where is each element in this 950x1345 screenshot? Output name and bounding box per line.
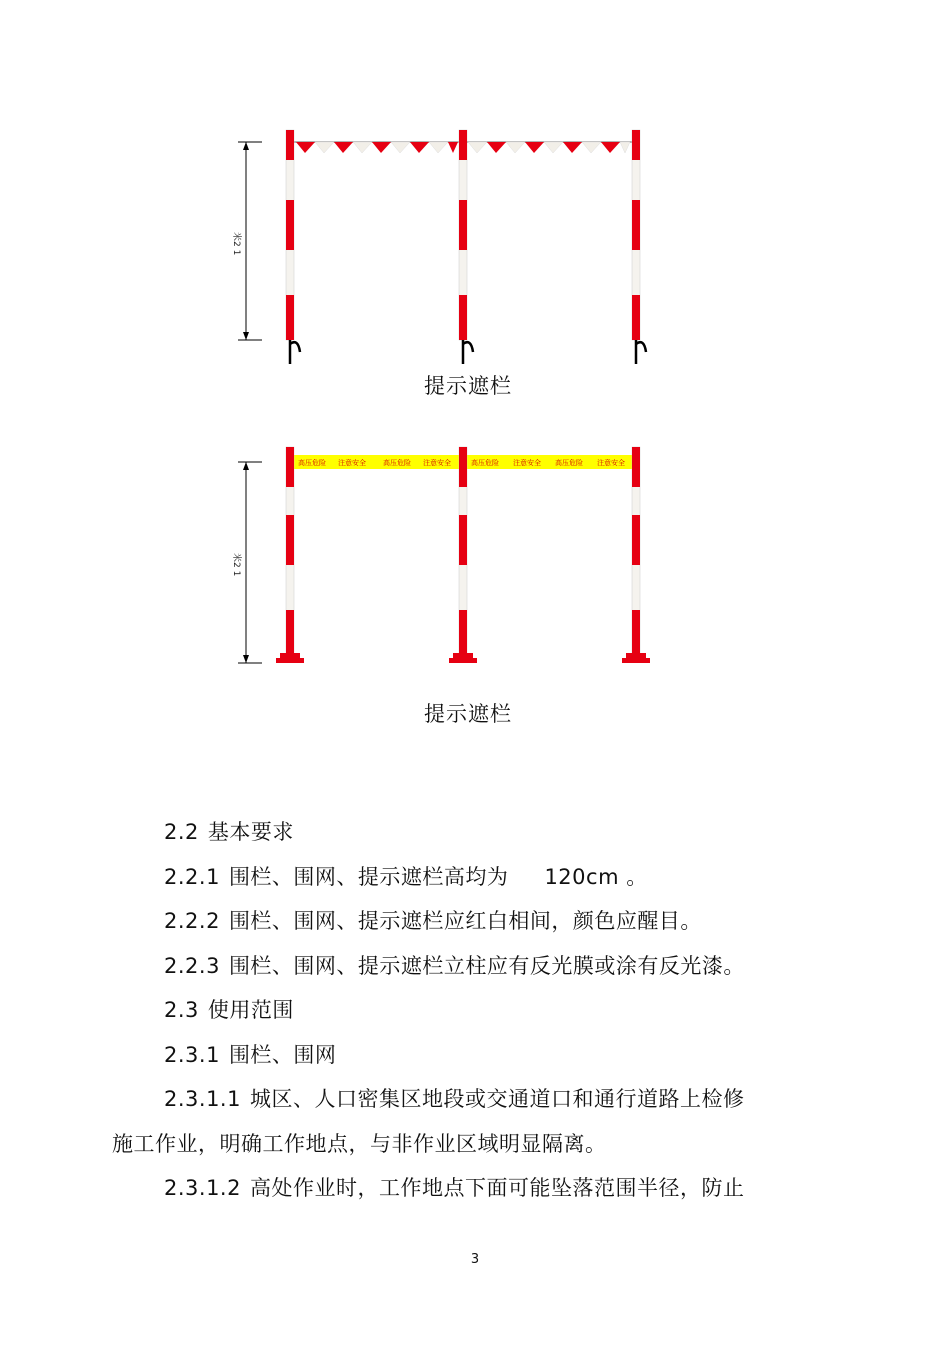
section-number: 2.3.1.2 [164, 1176, 241, 1200]
tape-label: 高压危险 [555, 459, 583, 467]
section-text: 围栏、围网、提示遮栏应红白相间，颜色应醒目。 [228, 909, 702, 933]
tape-label: 高压危险 [471, 459, 499, 467]
post-middle [459, 130, 473, 364]
section-text: 城区、人口密集区地段或交通道口和通行道路上检修 [249, 1087, 745, 1111]
document-body [112, 810, 792, 1211]
tape-label: 注意安全 [338, 459, 366, 467]
section-number: 2.2 [164, 820, 199, 844]
post-middle [449, 447, 477, 663]
height-value: 120cm [544, 864, 620, 889]
figure-caption-2: 提示遮栏 [424, 702, 512, 726]
section-number: 2.2.3 [164, 953, 220, 978]
section-number: 2.3 [164, 998, 199, 1022]
barrier-flags-drawing [0, 120, 950, 370]
section-text: 围栏、围网 [228, 1042, 337, 1067]
post-right [622, 447, 650, 663]
section-item [112, 944, 792, 989]
section-text: 施工作业，明确工作地点，与非作业区域明显隔离。 [112, 1131, 607, 1156]
tape-label: 高压危险 [298, 459, 326, 467]
section-text: 高处作业时，工作地点下面可能坠落范围半径，防止 [249, 1176, 745, 1200]
section-number: 2.3.1.1 [164, 1087, 241, 1111]
tape-label: 注意安全 [513, 459, 541, 467]
section-tail: 。 [626, 864, 648, 889]
tape-label: 注意安全 [423, 459, 451, 467]
section-text: 围栏、围网、提示遮栏立柱应有反光膜或涂有反光漆。 [228, 953, 745, 978]
section-heading [112, 810, 792, 855]
section-number: 2.3.1 [164, 1042, 220, 1067]
section-text: 使用范围 [207, 998, 294, 1022]
tape-label: 高压危险 [383, 459, 411, 467]
section-item [112, 1033, 792, 1078]
barrier-figure-flags [0, 120, 950, 374]
section-item [112, 1166, 792, 1211]
section-continuation [112, 1122, 792, 1167]
post-left [286, 130, 300, 364]
barrier-tape-drawing [0, 435, 950, 675]
section-text: 基本要求 [207, 820, 294, 844]
post-left [276, 447, 304, 663]
height-dimension [231, 462, 262, 663]
section-number: 2.2.1 [164, 864, 220, 889]
dimension-label: 米2 1 [231, 553, 241, 577]
height-dimension [231, 142, 262, 340]
dimension-label: 米2 1 [231, 232, 241, 256]
section-item [112, 899, 792, 944]
tape-label: 注意安全 [597, 459, 625, 467]
section-item [112, 855, 792, 900]
section-text: 围栏、围网、提示遮栏高均为 [228, 864, 509, 889]
barrier-figure-tape [0, 435, 950, 679]
section-number: 2.2.2 [164, 909, 220, 933]
post-right [632, 130, 646, 364]
section-item [112, 1077, 792, 1122]
page-number: 3 [470, 1252, 480, 1267]
figure-caption-1: 提示遮栏 [424, 374, 512, 398]
section-heading [112, 988, 792, 1033]
